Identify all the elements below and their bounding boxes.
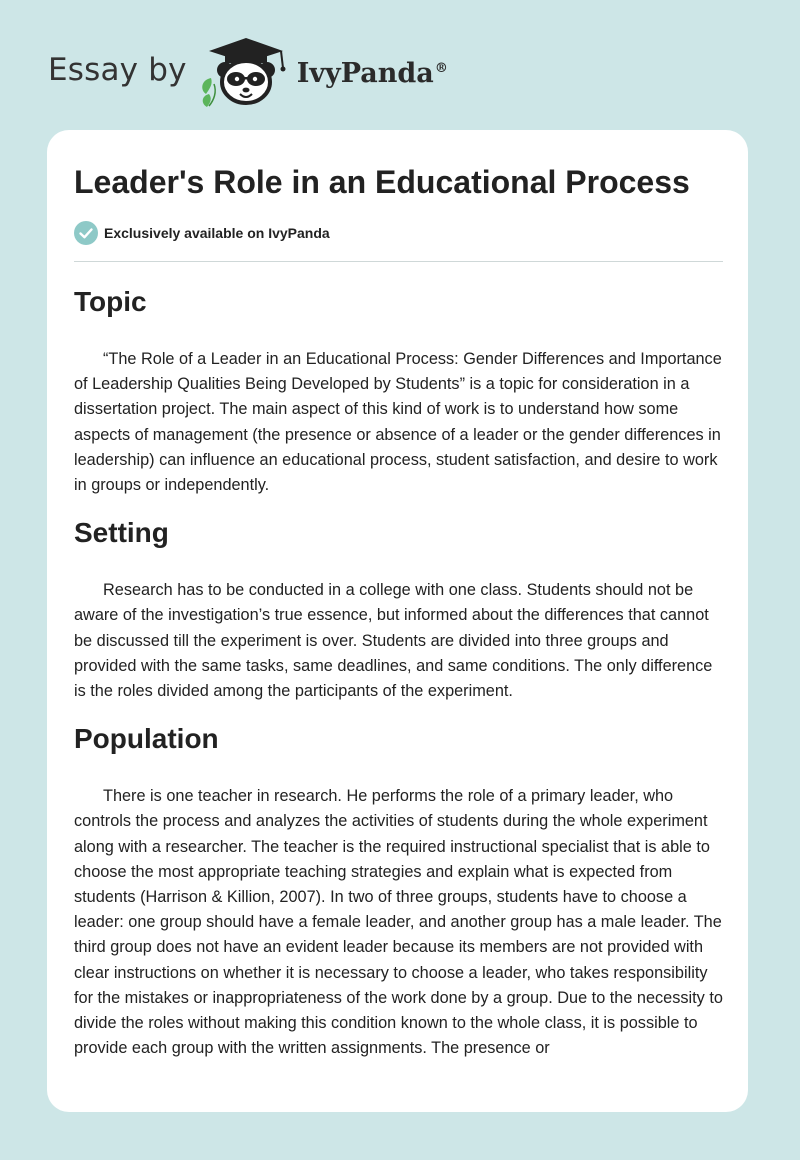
section-paragraph: Research has to be conducted in a college with one class. Students should not be aware of the investigation’s true essence, but informed about the differences that cannot be discussed till the experiment is over. Students are divided into three groups and provided with the same tasks, same deadlines, and same conditions. The only difference is the roles divided among the participants of the experiment. xyxy=(74,581,713,701)
brand-header[interactable] xyxy=(48,36,448,108)
essay-title: Leader's Role in an Educational Process xyxy=(74,164,690,200)
section-heading: Population xyxy=(74,723,219,755)
section-paragraph: There is one teacher in research. He performs the role of a primary leader, who controls the process and analyzes the activities of students during the whole experiment along with a researcher. The teacher is the required instructional specialist that is able to choose the most appropriate teaching strategies and explain what is expected from students (Harrison & Killion, 2007). In two of three groups, students have to choose a leader: one group should have a female leader, and another group has a male leader. The third group does not have an evident leader because its members are not provided with clear instructions on whether it is necessary to choose a leader, who takes responsibility for the mistakes or inappropriateness of the work done by a group. Due to the necessity to divide the roles without making this condition known to the whole class, it is possible to provide each group with the written assignments. The presence or xyxy=(74,787,723,1058)
brand-name: IvyPanda® xyxy=(296,57,448,89)
check-circle-icon xyxy=(74,221,98,245)
panda-graduate-logo-icon xyxy=(197,36,295,108)
title-divider xyxy=(74,261,723,262)
section-heading: Topic xyxy=(74,286,147,317)
section-population xyxy=(74,717,724,1061)
registered-mark: ® xyxy=(434,60,448,76)
section-paragraph: “The Role of a Leader in an Educational Process: Gender Differences and Importance of Leadership Qualities Being Developed by Students” is a topic for consideration in a dissertation project. The main aspect of this kind of work is to understand how some aspects of management (the presence or absence of a leader or the gender differences in leadership) can influence an educational process, student satisfaction, and desire to work in groups or independently. xyxy=(74,350,722,495)
section-setting xyxy=(74,511,724,704)
exclusive-badge xyxy=(74,221,330,245)
exclusive-badge-label: Exclusively available on IvyPanda xyxy=(104,225,330,241)
section-heading: Setting xyxy=(74,517,169,549)
essay-card xyxy=(47,130,748,1112)
essay-content xyxy=(74,280,724,1074)
section-topic xyxy=(74,280,724,498)
brand-prefix: Essay by xyxy=(48,52,187,88)
